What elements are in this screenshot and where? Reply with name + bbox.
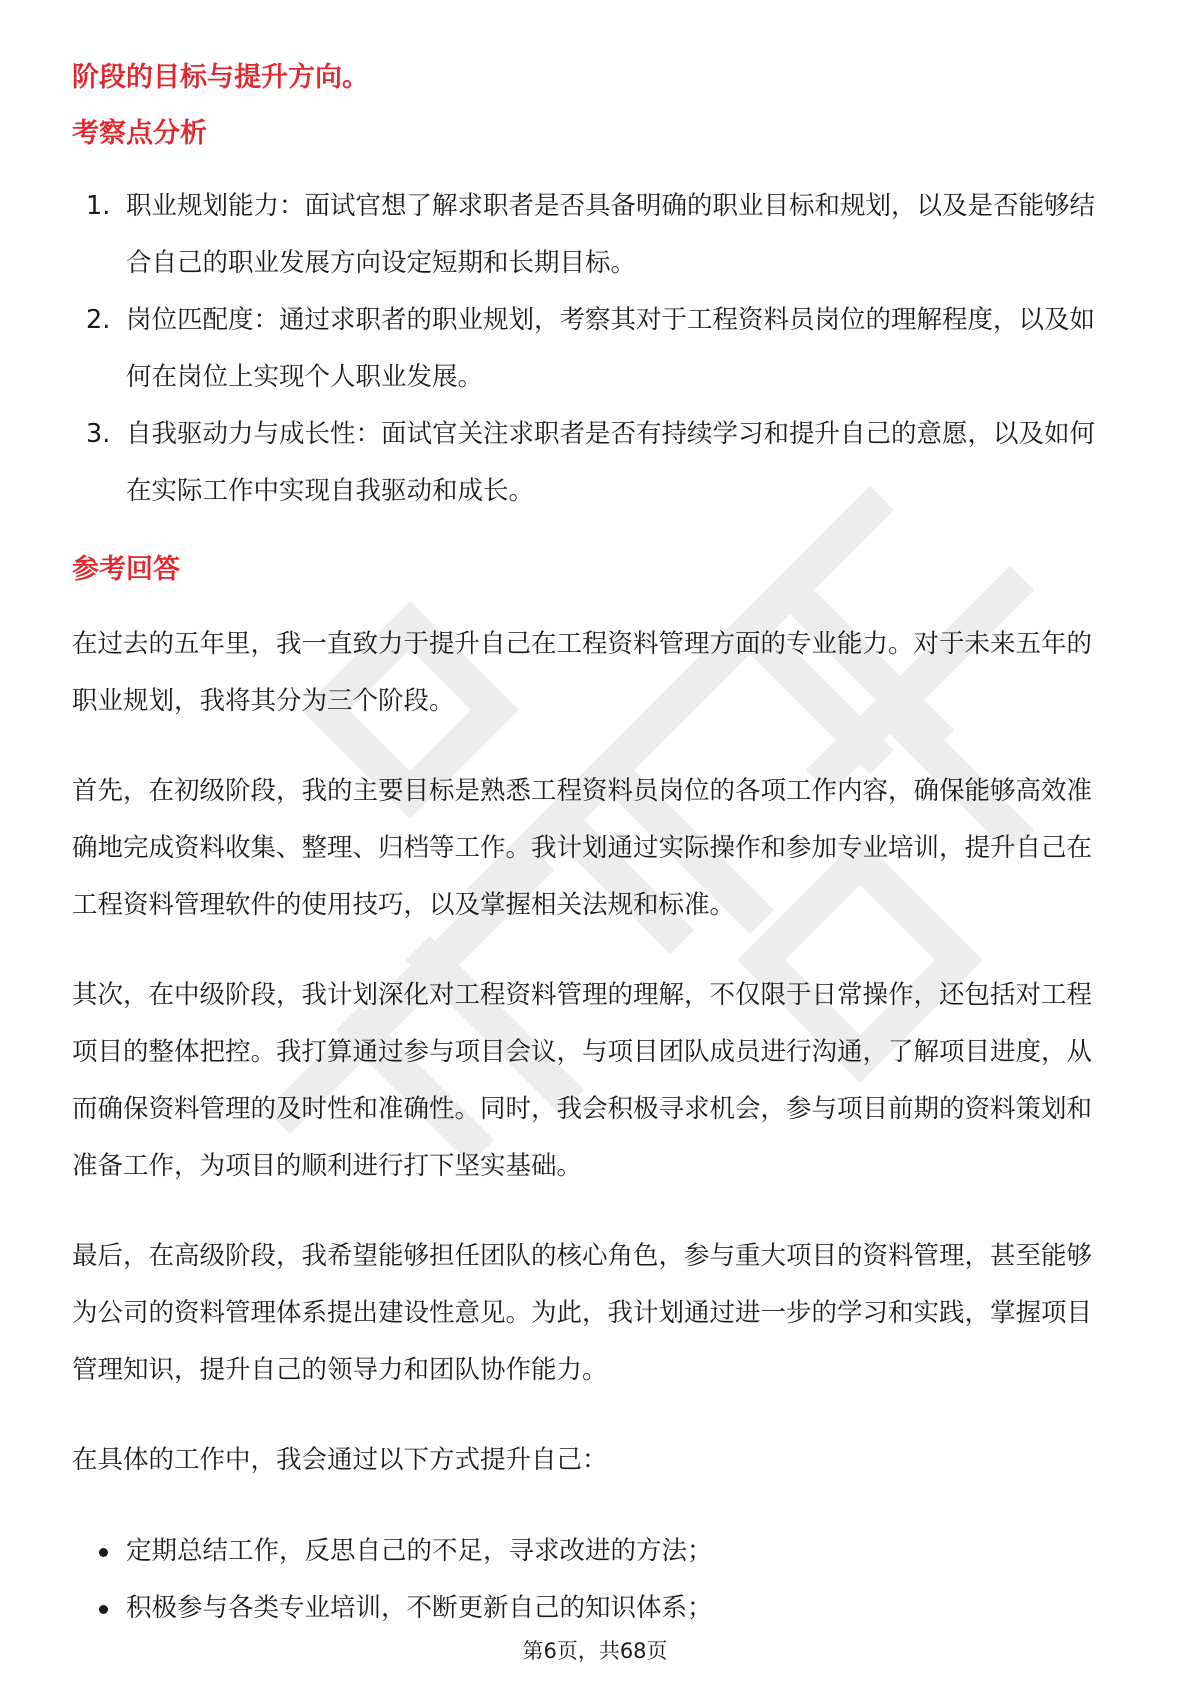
improvement-item-text: 定期总结工作，反思自己的不足，寻求改进的方法； — [126, 1536, 713, 1566]
analysis-item-text: 岗位匹配度：通过求职者的职业规划，考察其对于工程资料员岗位的理解程度，以及如何在岗位上实现个人职业发展。 — [126, 305, 1096, 392]
document-content — [72, 58, 1117, 1637]
answer-heading: 参考回答 — [72, 554, 180, 585]
bullet-dot-icon — [99, 1605, 108, 1614]
answer-paragraph: 最后，在高级阶段，我希望能够担任团队的核心角色，参与重大项目的资料管理，甚至能够为公司的资料管理体系提出建设性意见。为此，我计划通过进一步的学习和实践，掌握项目管理知识，提升自己的领导力和团队协作能力。 — [72, 1241, 1093, 1385]
analysis-item-number: 1. — [86, 191, 111, 221]
answer-paragraph: 在过去的五年里，我一直致力于提升自己在工程资料管理方面的专业能力。对于未来五年的职业规划，我将其分为三个阶段。 — [72, 629, 1093, 716]
page-footer: 第6页，共68页 — [522, 1639, 668, 1663]
improvement-list — [72, 1523, 1117, 1637]
analysis-item — [72, 178, 1117, 292]
improvement-item — [72, 1580, 1117, 1637]
improvement-item — [72, 1523, 1117, 1580]
answer-paragraph: 在具体的工作中，我会通过以下方式提升自己： — [72, 1445, 608, 1475]
analysis-item-text: 自我驱动力与成长性：面试官关注求职者是否有持续学习和提升自己的意愿，以及如何在实际工作中实现自我驱动和成长。 — [126, 419, 1096, 506]
analysis-heading: 考察点分析 — [72, 118, 207, 149]
bullet-dot-icon — [99, 1548, 108, 1557]
intro-heading: 阶段的目标与提升方向。 — [72, 62, 369, 93]
analysis-list — [72, 178, 1117, 520]
improvement-item-text: 积极参与各类专业培训，不断更新自己的知识体系； — [126, 1593, 713, 1623]
answer-paragraph: 其次，在中级阶段，我计划深化对工程资料管理的理解，不仅限于日常操作，还包括对工程项目的整体把控。我打算通过参与项目会议，与项目团队成员进行沟通，了解项目进度，从而确保资料管理的及时性和准确性。同时，我会积极寻求机会，参与项目前期的资料策划和准备工作，为项目的顺利进行打下坚实基础。 — [72, 980, 1093, 1181]
analysis-item-text: 职业规划能力：面试官想了解求职者是否具备明确的职业目标和规划，以及是否能够结合自己的职业发展方向设定短期和长期目标。 — [126, 191, 1096, 278]
analysis-item-number: 2. — [86, 305, 111, 335]
analysis-item-number: 3. — [86, 419, 111, 449]
analysis-item — [72, 292, 1117, 406]
analysis-item — [72, 406, 1117, 520]
answer-paragraph: 首先，在初级阶段，我的主要目标是熟悉工程资料员岗位的各项工作内容，确保能够高效准确地完成资料收集、整理、归档等工作。我计划通过实际操作和参加专业培训，提升自己在工程资料管理软件的使用技巧，以及掌握相关法规和标准。 — [72, 776, 1093, 920]
